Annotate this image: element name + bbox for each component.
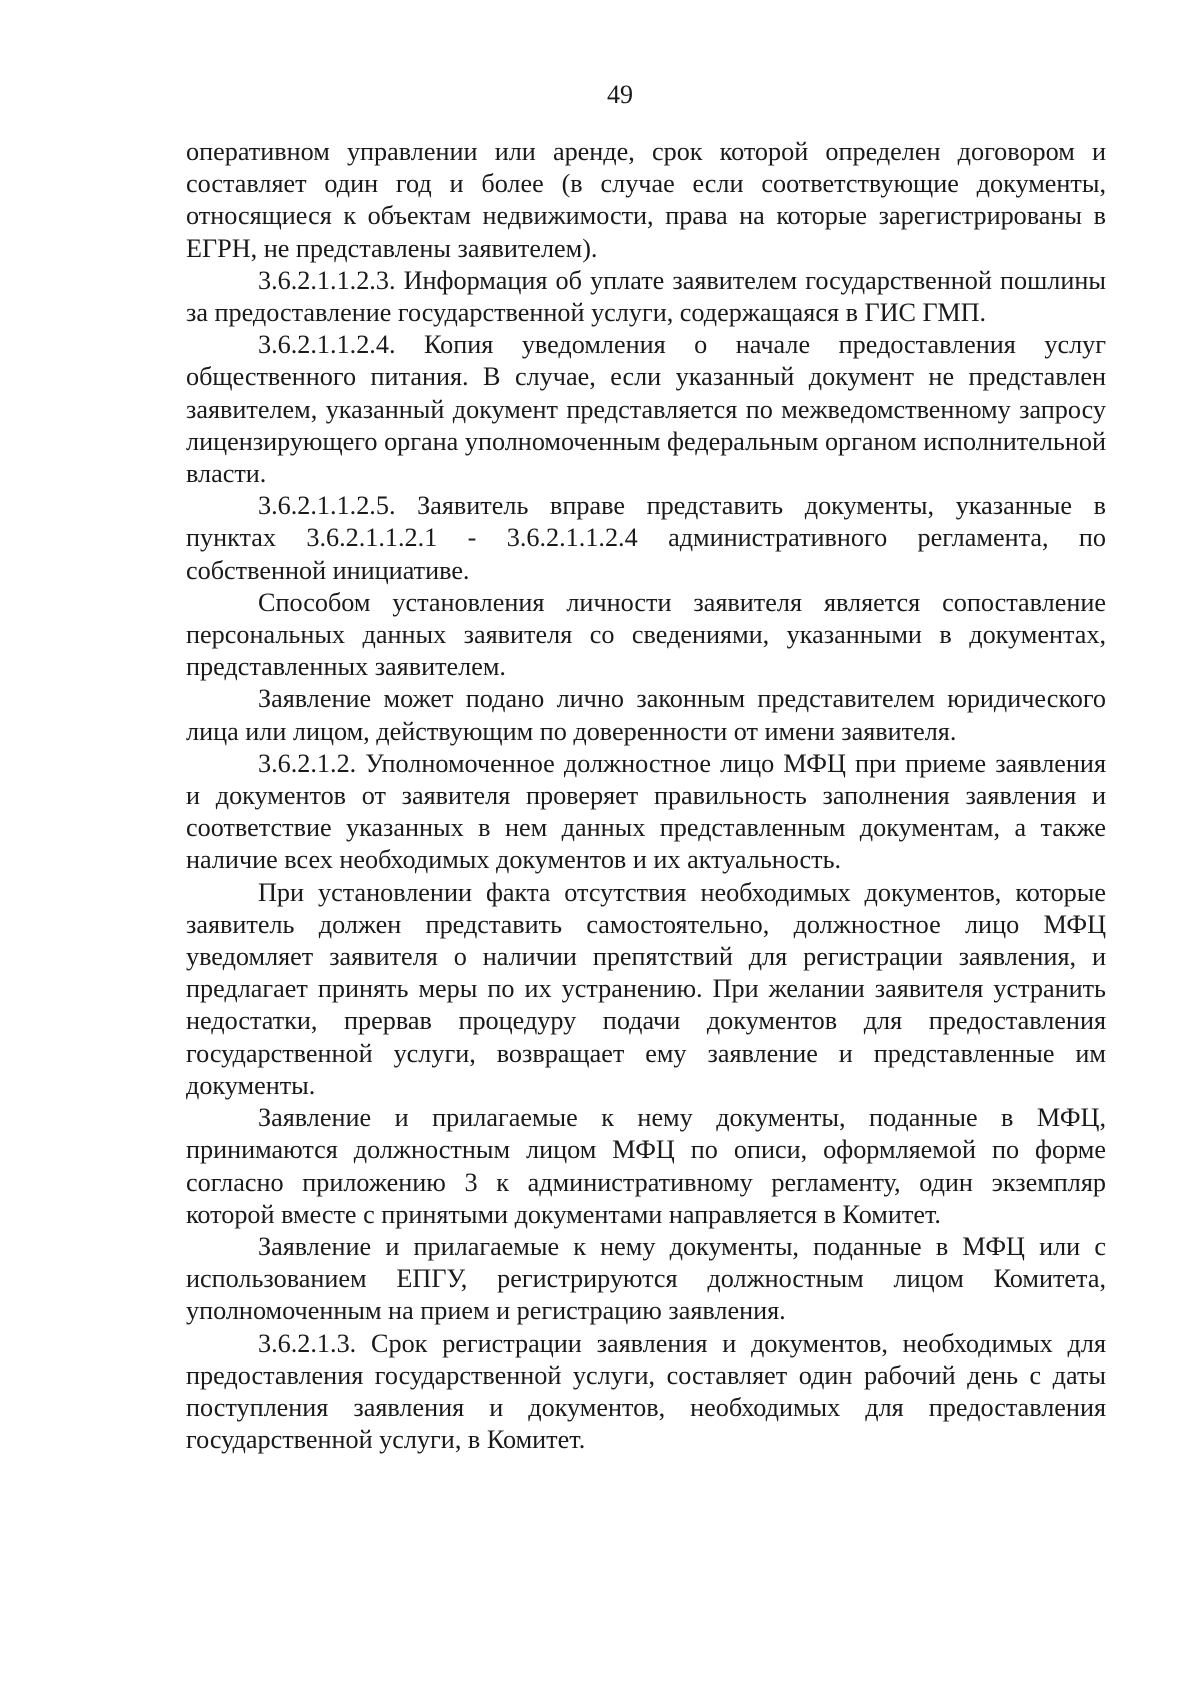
paragraph-3-6-2-1-2: 3.6.2.1.2. Уполномоченное должностное лицо МФЦ при приеме заявления и документов от заявителя проверяет правильность заполнения заявления и соответствие указанных в нем данных представленным документам, а также наличие всех необходимых документов и их актуальность. [186,748,1106,875]
paragraph-mfc-inventory: Заявление и прилагаемые к нему документы, поданные в МФЦ, принимаются должностным лицом МФЦ по описи, оформляемой по форме согласно приложению 3 к административному регламенту, один экземпляр которой вместе с принятыми документами направляется в Комитет. [186,1103,1106,1229]
paragraph-3-6-2-1-1-2-5: 3.6.2.1.1.2.5. Заявитель вправе представить документы, указанные в пунктах 3.6.2.1.1.2.1 - 3.6.2.1.1.2.4 административного регламента, по собственной инициативе. [186,491,1106,585]
paragraph-3-6-2-1-1-2-3: 3.6.2.1.1.2.3. Информация об уплате заявителем государственной пошлины за предоставление государственной услуги, содержащаяся в ГИС ГМП. [186,265,1106,328]
paragraph-missing-documents: При установлении факта отсутствия необходимых документов, которые заявитель должен представить самостоятельно, должностное лицо МФЦ уведомляет заявителя о наличии препятствий для регистрации заявления, и предлагает принять меры по их устранению. При желании заявителя устранить недостатки, прервав процедуру подачи документов для предоставления государственной услуги, возвращает ему заявление и представленные им документы. [186,877,1106,1100]
document-body [186,136,1106,1456]
paragraph-3-6-2-1-1-2-4: 3.6.2.1.1.2.4. Копия уведомления о начале предоставления услуг общественного питания. В случае, если указанный документ не представлен заявителем, указанный документ представляется по межведомственному запросу лицензирующего органа уполномоченным федеральным органом исполнительной власти. [186,330,1106,489]
paragraph-continuation: оперативном управлении или аренде, срок которой определен договором и составляет один год и более (в случае если соответствующие документы, относящиеся к объектам недвижимости, права на которые зарегистрированы в ЕГРН, не представлены заявителем). [186,137,1106,263]
paragraph-registration: Заявление и прилагаемые к нему документы, поданные в МФЦ или с использованием ЕПГУ, регистрируются должностным лицом Комитета, уполномоченным на прием и регистрацию заявления. [186,1231,1106,1326]
paragraph-identity-verification: Способом установления личности заявителя является сопоставление персональных данных заявителя со сведениями, указанными в документах, представленных заявителем. [186,587,1106,682]
page-number: 49 [607,80,633,109]
paragraph-application-submission: Заявление может подано лично законным представителем юридического лица или лицом, действующим по доверенности от имени заявителя. [186,684,1106,746]
paragraph-3-6-2-1-3: 3.6.2.1.3. Срок регистрации заявления и документов, необходимых для предоставления государственной услуги, составляет один рабочий день с даты поступления заявления и документов, необходимых для предоставления государственной услуги, в Комитет. [186,1328,1106,1455]
